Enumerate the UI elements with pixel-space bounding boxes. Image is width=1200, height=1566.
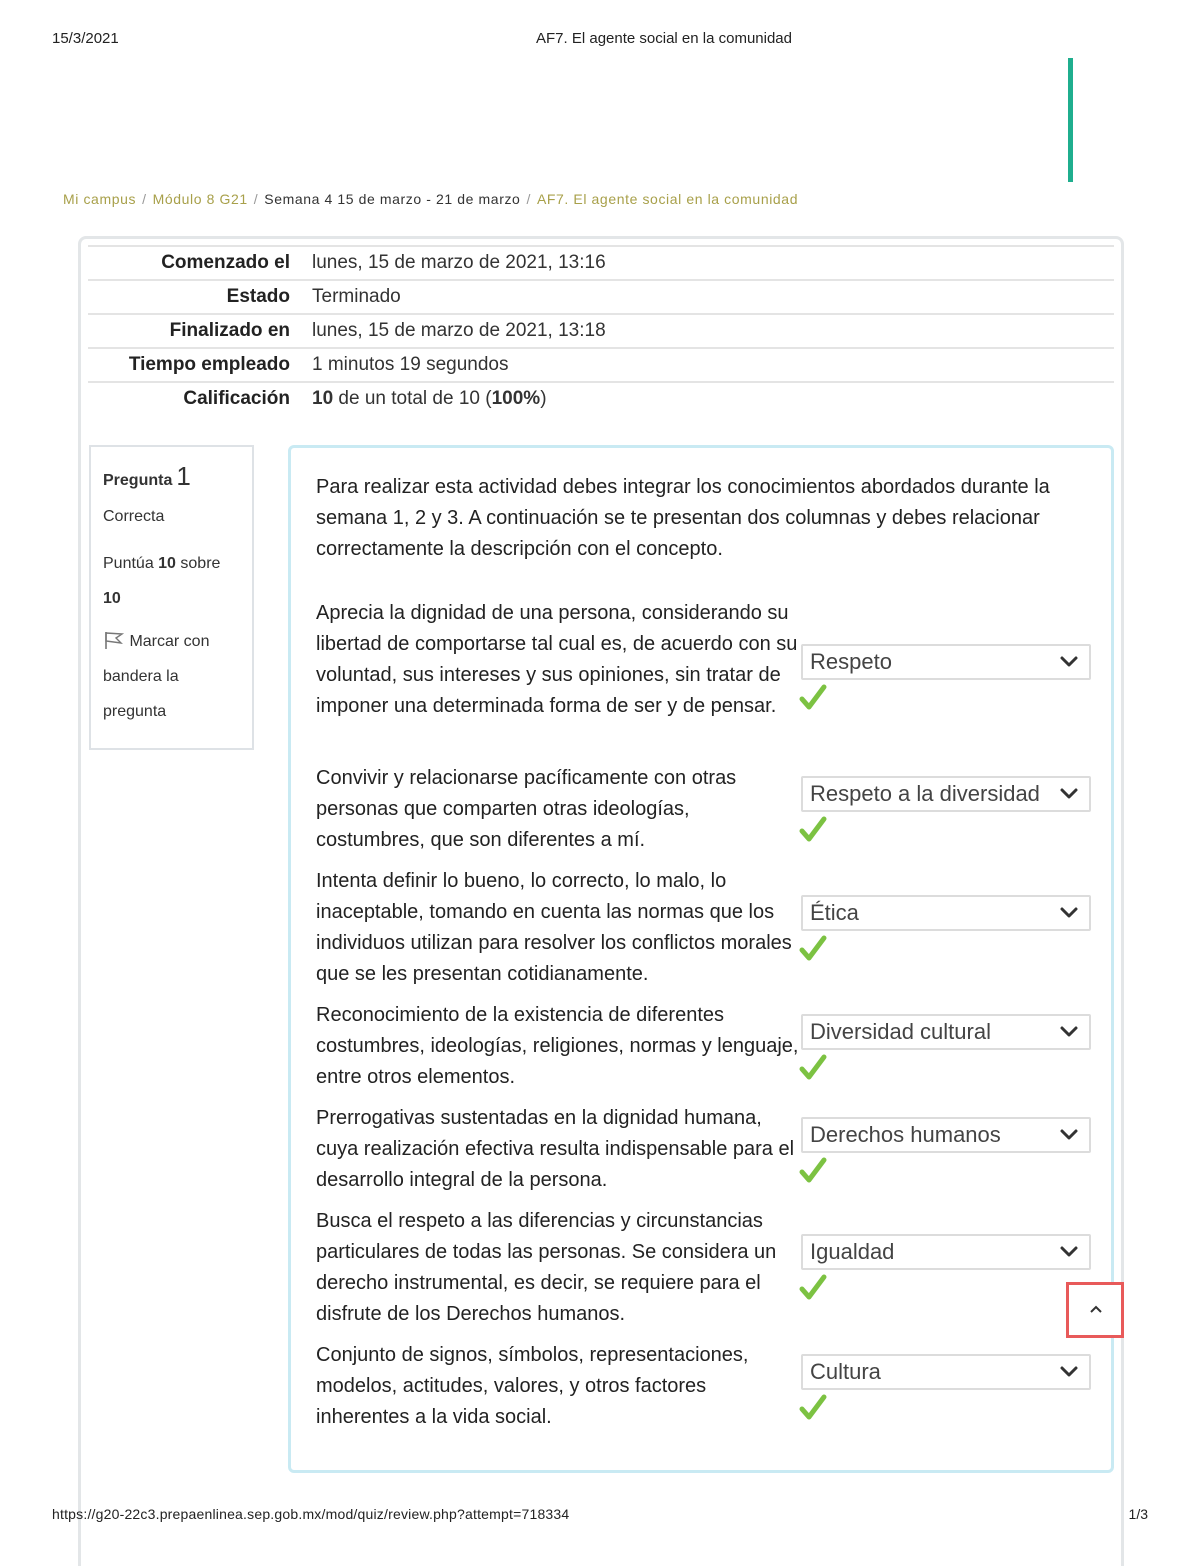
- flag-question-link[interactable]: [103, 624, 240, 729]
- chevron-down-icon: [1059, 905, 1079, 921]
- summary-row-finished: [88, 313, 1114, 347]
- pdf-header-date: 15/3/2021: [52, 30, 119, 47]
- summary-label: Estado: [226, 286, 290, 307]
- answer-select-value: Respeto: [810, 649, 892, 674]
- summary-value: [290, 388, 547, 410]
- match-description: Aprecia la dignidad de una persona, considerando su libertad de comportarse tal cual es, de acuerdo con su voluntad, sus intereses y sus opiniones, sin tratar de imponer una determinada forma de ser y de pensar.: [316, 602, 798, 717]
- answer-select[interactable]: [801, 1234, 1091, 1270]
- answer-select[interactable]: [801, 1014, 1091, 1050]
- question-grade: [103, 546, 240, 616]
- answer-select-value: Cultura: [810, 1359, 881, 1384]
- grade-percent: 100%: [491, 388, 541, 409]
- answer-select[interactable]: [801, 776, 1091, 812]
- breadcrumb-item-module[interactable]: Módulo 8 G21: [152, 191, 248, 207]
- grade-max: 10: [103, 590, 121, 607]
- summary-value: Terminado: [312, 286, 401, 307]
- question-label: Pregunta: [103, 472, 173, 489]
- flag-text: Marcar con bandera la pregunta: [103, 633, 210, 720]
- summary-row-started: [88, 245, 1114, 279]
- grade-score: 10: [158, 555, 176, 572]
- summary-value: 1 minutos 19 segundos: [312, 354, 509, 375]
- summary-row-grade: [88, 381, 1114, 415]
- chevron-up-icon: [1089, 1304, 1103, 1314]
- check-icon: [799, 1394, 827, 1422]
- summary-label: Calificación: [183, 388, 290, 409]
- question-state: Correcta: [103, 508, 165, 525]
- answer-select-value: Igualdad: [810, 1239, 895, 1264]
- summary-value: lunes, 15 de marzo de 2021, 13:16: [312, 252, 606, 273]
- answer-select[interactable]: [801, 1117, 1091, 1153]
- grade-prefix: Puntúa: [103, 555, 159, 572]
- grade-mid: sobre: [175, 555, 221, 572]
- breadcrumb-separator: /: [253, 191, 259, 207]
- grade-text: de un total de 10 (: [333, 388, 492, 409]
- check-icon: [799, 816, 827, 844]
- breadcrumb-item-campus[interactable]: Mi campus: [63, 191, 137, 207]
- breadcrumb: [63, 191, 798, 207]
- answer-select-value: Ética: [810, 900, 859, 925]
- answer-select-value: Diversidad cultural: [810, 1019, 991, 1044]
- breadcrumb-item-activity[interactable]: AF7. El agente social en la comunidad: [536, 191, 799, 207]
- question-num: 1: [176, 461, 191, 491]
- check-icon: [799, 1157, 827, 1185]
- breadcrumb-separator: /: [526, 191, 531, 207]
- pdf-footer-page: 1/3: [1128, 1506, 1148, 1522]
- answer-select[interactable]: [801, 1354, 1091, 1390]
- pdf-header-title: AF7. El agente social en la comunidad: [536, 30, 792, 47]
- scroll-to-top-button[interactable]: [1066, 1282, 1124, 1338]
- match-description: Intenta definir lo bueno, lo correcto, lo malo, lo inaceptable, tomando en cuenta las normas que los individuos utilizan para resolver los conflictos morales que se les presentan cotidianamente.: [316, 870, 792, 985]
- chevron-down-icon: [1059, 654, 1079, 670]
- grade-text-end: ): [540, 388, 547, 409]
- summary-row-state: [88, 279, 1114, 313]
- answer-select-value: Derechos humanos: [810, 1122, 1001, 1147]
- answer-select[interactable]: [801, 644, 1091, 680]
- check-icon: [799, 1054, 827, 1082]
- pdf-footer-url: https://g20-22c3.prepaenlinea.sep.gob.mx/mod/quiz/review.php?attempt=718334: [52, 1506, 570, 1522]
- chevron-down-icon: [1059, 1127, 1079, 1143]
- question-info-box: [89, 445, 254, 750]
- accent-bar: [1068, 58, 1073, 182]
- question-content: [288, 445, 1114, 1473]
- match-description: Reconocimiento de la existencia de diferentes costumbres, ideologías, religiones, normas y lenguaje, entre otros elementos.: [316, 1004, 799, 1088]
- breadcrumb-item-week[interactable]: Semana 4 15 de marzo - 21 de marzo: [264, 191, 521, 207]
- answer-select-value: Respeto a la diversidad: [810, 781, 1040, 806]
- summary-value: lunes, 15 de marzo de 2021, 13:18: [312, 320, 606, 341]
- question-text: Para realizar esta actividad debes integrar los conocimientos abordados durante la semana 1, 2 y 3. A continuación se te presentan dos columnas y debes relacionar correctamente la descripción con el concepto.: [316, 476, 1050, 560]
- match-description: Prerrogativas sustentadas en la dignidad humana, cuya realización efectiva resulta indispensable para el desarrollo integral de la persona.: [316, 1107, 795, 1191]
- chevron-down-icon: [1059, 1024, 1079, 1040]
- grade-score: 10: [312, 388, 334, 409]
- match-description: Busca el respeto a las diferencias y circunstancias particulares de todas las personas. Se considera un derecho instrumental, es decir, se requiere para el disfrute de los Derechos humanos.: [316, 1210, 777, 1325]
- attempt-summary-table: [88, 245, 1114, 415]
- chevron-down-icon: [1059, 1244, 1079, 1260]
- flag-icon: [103, 630, 125, 650]
- summary-row-time-taken: [88, 347, 1114, 381]
- summary-label: Tiempo empleado: [128, 354, 290, 375]
- check-icon: [799, 935, 827, 963]
- summary-label: Comenzado el: [161, 252, 290, 273]
- breadcrumb-separator: /: [142, 191, 147, 207]
- chevron-down-icon: [1059, 1364, 1079, 1380]
- check-icon: [799, 684, 827, 712]
- summary-label: Finalizado en: [169, 320, 290, 341]
- check-icon: [799, 1274, 827, 1302]
- question-number: [103, 461, 240, 492]
- match-description: Conjunto de signos, símbolos, representaciones, modelos, actitudes, valores, y otros factores inherentes a la vida social.: [316, 1344, 749, 1428]
- match-description: Convivir y relacionarse pacíficamente con otras personas que comparten otras ideologías, costumbres, que son diferentes a mí.: [316, 767, 737, 851]
- chevron-down-icon: [1059, 786, 1079, 802]
- answer-select[interactable]: [801, 895, 1091, 931]
